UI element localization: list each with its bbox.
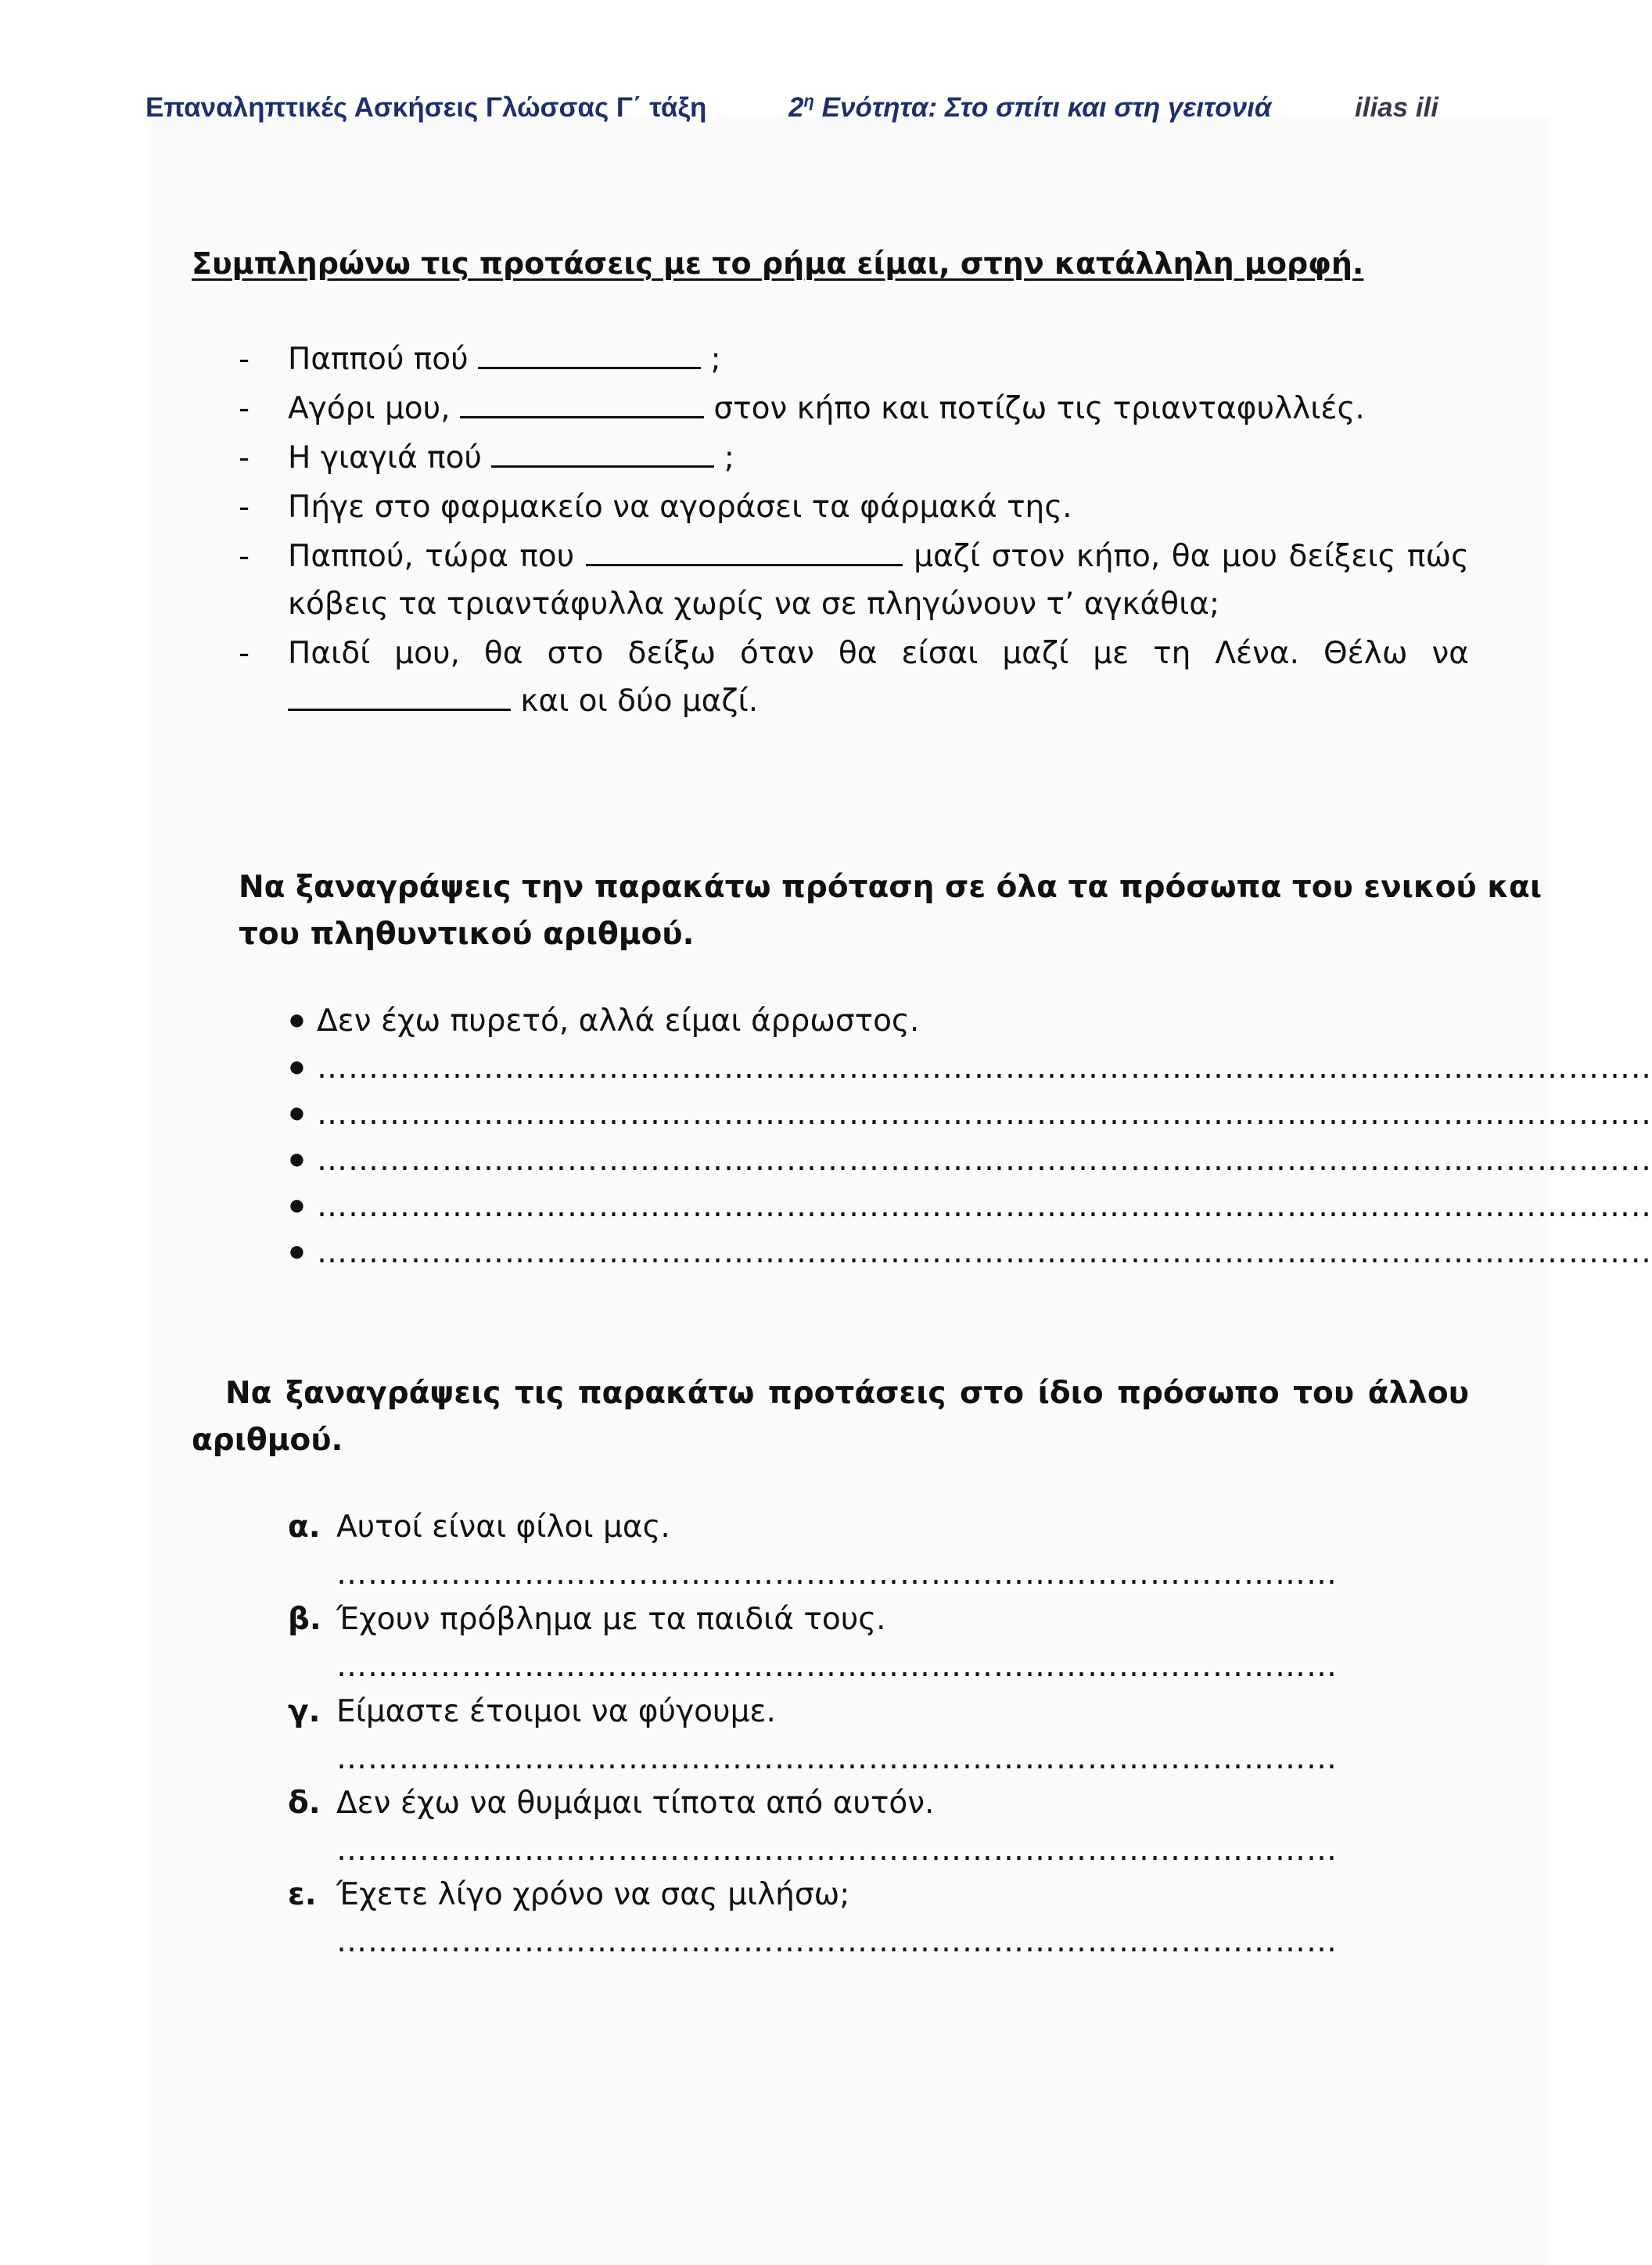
item-text: ; [701,342,721,377]
answer-line[interactable]: ……………………………………………………………………………………………………………….. [317,1235,1652,1270]
dash-bullet: - [239,490,250,525]
item-text: στον κήπο και ποτίζω τις τριανταφυλλιές. [704,391,1365,426]
dash-bullet: - [239,636,250,671]
section3-sentence-d: Δεν έχω να θυμάμαι τίποτα από αυτόν. [336,1786,935,1821]
letter-label: δ [288,1786,309,1821]
header-author: ilias ili [1355,92,1438,123]
bullet-dot: ● [288,1143,306,1176]
section1-item-6-line2 [288,684,758,720]
header-unit-sup: η [803,91,814,111]
section2-example: Δεν έχω πυρετό, αλλά είμαι άρρωστος. [317,1003,920,1039]
header-title: Επαναληπτικές Ασκήσεις Γλώσσας Γ΄ τάξη [145,92,707,123]
bullet-dot: ● [288,1050,306,1083]
section3-sentence-a: Αυτοί είναι φίλοι μας. [336,1509,670,1545]
dash-bullet: - [239,391,250,426]
item-text: Παππού πού [288,342,479,377]
answer-line[interactable]: ……………………………………………………………………………………………………………….. [317,1050,1652,1086]
bullet-dot: ● [288,1235,306,1268]
item-letter: ε. [288,1877,317,1912]
section1-item-5 [288,539,1469,576]
letter-label: ε [288,1877,305,1912]
fill-blank[interactable] [586,543,903,566]
answer-line[interactable]: ……………………………………………………………………………………………………………….. [317,1097,1652,1132]
bullet-dot: ● [288,1003,306,1036]
section1-item-2 [288,391,1365,428]
section1-item-1 [288,342,721,379]
section2-title-line1: Να ξαναγράψεις την παρακάτω πρόταση σε όλα τα πρόσωπα του ενικού και [239,870,1542,905]
answer-line[interactable]: ……………………………………………………………………………………………………………….. [317,1143,1652,1178]
item-text: Η γιαγιά πού [288,440,492,476]
answer-line[interactable]: …………………………………………………………………………………… [336,1556,1338,1592]
bullet-dot: ● [288,1189,306,1222]
item-letter: β. [288,1602,321,1637]
letter-label: α [288,1509,309,1545]
item-text: Παππού, τώρα που [288,539,586,574]
bullet-dot: ● [288,1097,306,1129]
dash-bullet: - [239,440,250,476]
section3-sentence-c: Είμαστε έτοιμοι να φύγουμε. [336,1694,776,1729]
dash-bullet: - [239,539,250,574]
answer-line[interactable]: …………………………………………………………………………………… [336,1832,1338,1868]
fill-blank[interactable] [288,687,511,711]
fill-blank[interactable] [460,395,704,418]
answer-line[interactable]: ……………………………………………………………………………………………………………….. [317,1189,1652,1224]
dash-bullet: - [239,342,250,377]
item-text: ; [714,440,734,476]
section2-title-line2: του πληθυντικού αριθμού. [239,917,695,952]
answer-line[interactable]: …………………………………………………………………………………… [336,1924,1338,1959]
item-letter: δ. [288,1786,321,1821]
section3-title-line1: Να ξαναγράψεις τις παρακάτω προτάσεις στο ίδιο πρόσωπο του άλλου [225,1376,1469,1411]
header-unit-number: 2 [788,92,804,123]
item-text: Αγόρι μου, [288,391,461,426]
item-text: και οι δύο μαζί. [511,684,759,719]
section3-title-line2: αριθμού. [192,1423,343,1458]
section1-item-4: Πήγε στο φαρμακείο να αγοράσει τα φάρμακά της. [288,490,1072,525]
item-letter: γ. [288,1694,321,1729]
section3-sentence-e: Έχετε λίγο χρόνο να σας μιλήσω; [336,1877,850,1912]
header-unit-text: Ενότητα: Στο σπίτι και στη γειτονιά [813,92,1272,123]
fill-blank[interactable] [478,346,701,369]
section1-item-5-line2: κόβεις τα τριαντάφυλλα χωρίς να σε πληγώνουν τ’ αγκάθια; [288,587,1220,622]
answer-line[interactable]: …………………………………………………………………………………… [336,1741,1338,1776]
section1-title: Συμπληρώνω τις προτάσεις με το ρήμα είμαι, στην κατάλληλη μορφή. [192,246,1364,281]
letter-label: γ [288,1694,309,1729]
section1-item-3 [288,440,734,477]
letter-label: β [288,1602,310,1637]
answer-line[interactable]: …………………………………………………………………………………… [336,1649,1338,1684]
item-letter: α. [288,1509,321,1545]
item-text: μαζί στον κήπο, θα μου δείξεις πώς [902,539,1469,574]
section3-sentence-b: Έχουν πρόβλημα με τα παιδιά τους. [336,1602,886,1637]
fill-blank[interactable] [491,444,714,468]
section1-item-6: Παιδί μου, θα στο δείξω όταν θα είσαι μαζί με τη Λένα. Θέλω να [288,636,1469,671]
